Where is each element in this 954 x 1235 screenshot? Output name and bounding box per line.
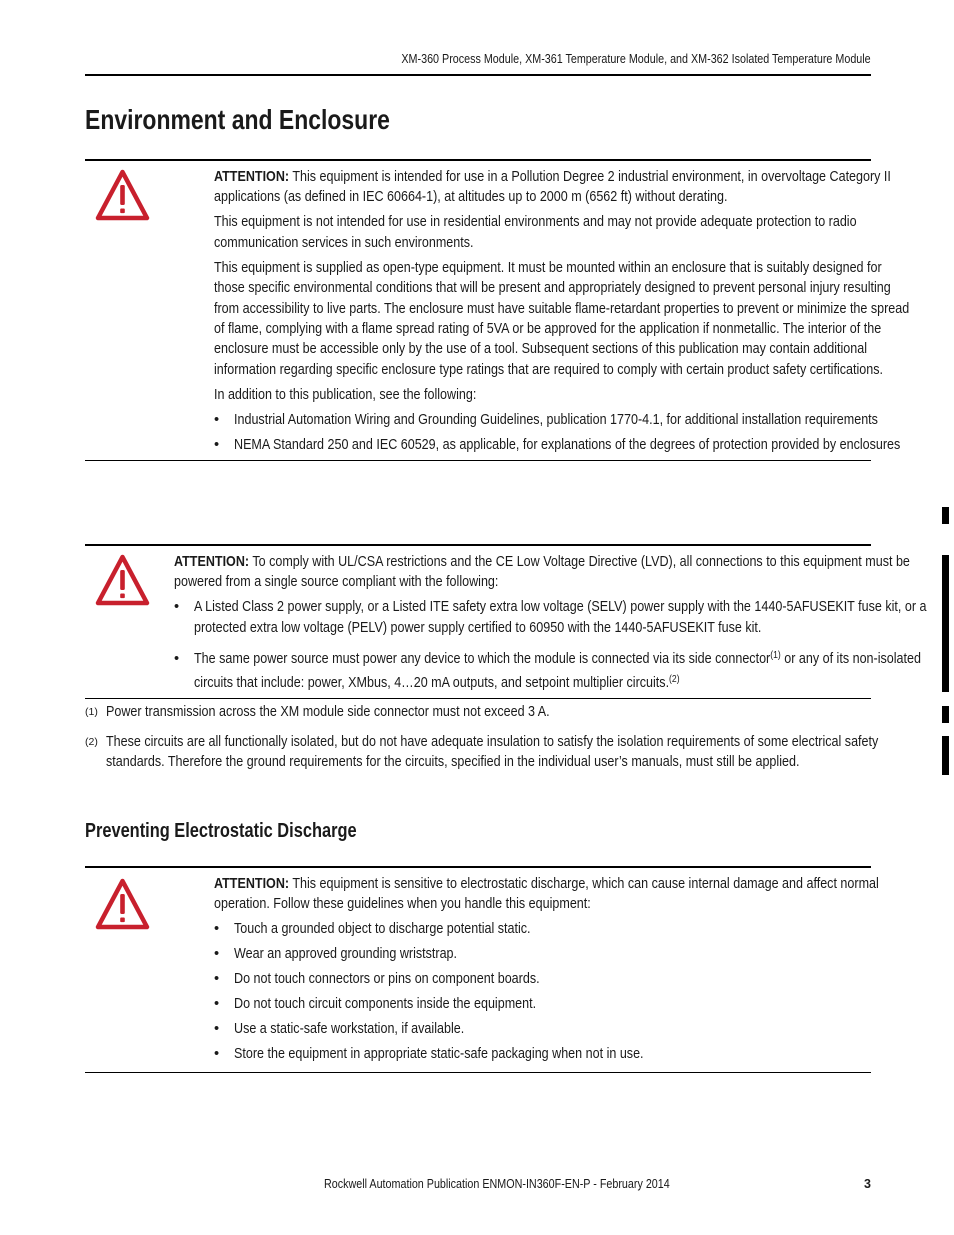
text-line: from accessibility to live parts. The enclosure must have suitable flame-retardant properties to prevent or minimize the spread <box>214 300 910 317</box>
section-title-text: Environment and Enclosure <box>85 104 390 135</box>
text-line: those specific environmental conditions that will be present and appropriately designed to prevent personal injury resulting <box>214 280 891 297</box>
footnote-text: Power transmission across the XM module side connector must not exceed 3 A. <box>106 704 550 720</box>
subsection-title-text: Preventing Electrostatic Discharge <box>85 820 357 842</box>
text-line: powered from a single source compliant with the following: <box>174 574 499 591</box>
bullet: • <box>214 996 220 1013</box>
list-item <box>214 944 874 964</box>
list-item-text: Industrial Automation Wiring and Grounding Guidelines, publication 1770-4.1, for additional installation requirements <box>234 411 878 428</box>
publication-footer <box>324 1177 726 1191</box>
list-item-text: or any of its non-isolated <box>780 651 921 668</box>
text-line: communication services in such environments. <box>214 234 474 251</box>
attention-label: ATTENTION: <box>214 876 290 892</box>
footnote-marker: (2) <box>85 736 98 748</box>
change-bar <box>942 507 949 524</box>
text-line: This equipment is sensitive to electrostatic discharge, which can cause internal damage and affect normal <box>292 876 879 892</box>
change-bar <box>942 555 949 692</box>
bullet: • <box>214 436 220 453</box>
attention-label: ATTENTION: <box>174 554 250 570</box>
attention-text <box>214 167 910 460</box>
list-item-text: circuits that include: power, XMbus, 4…20 mA outputs, and setpoint multiplier circuits. <box>194 675 670 692</box>
list-item <box>174 597 927 638</box>
list-item <box>214 1019 874 1039</box>
page-number <box>864 1177 871 1191</box>
publication-footer-text: Rockwell Automation Publication ENMON-IN360F-EN-P - February 2014 <box>324 1177 670 1191</box>
running-header <box>325 52 871 66</box>
text-line: In addition to this publication, see the following: <box>214 386 477 403</box>
list-item <box>214 410 878 430</box>
bullet: • <box>214 1021 220 1038</box>
attention-label: ATTENTION: <box>214 169 290 185</box>
bullet: • <box>174 651 180 668</box>
bullet: • <box>174 599 180 616</box>
text-line: operation. Follow these guidelines when you handle this equipment: <box>214 896 591 913</box>
list-item <box>214 969 874 989</box>
list-item <box>174 647 921 695</box>
list-item-text: Use a static-safe workstation, if available. <box>234 1021 465 1038</box>
list-item-text: protected extra low voltage (PELV) power supply certified to 60950 with the 1440-5AFUSEKIT fuse kit. <box>194 619 762 636</box>
text-line: This equipment is intended for use in a Pollution Degree 2 industrial environment, in overvoltage Category II <box>292 169 891 185</box>
change-bar <box>942 736 949 775</box>
footnote-marker: (1) <box>85 706 98 718</box>
text-line: enclosure must be accessible only by the use of a tool. Subsequent sections of this publication may contain additional <box>214 341 868 358</box>
bullet: • <box>214 921 220 938</box>
footnote <box>85 732 954 773</box>
footnote-ref[interactable]: (2) <box>669 674 680 686</box>
bullet: • <box>214 1046 220 1063</box>
running-header-text: XM-360 Process Module, XM-361 Temperature Module, and XM-362 Isolated Temperature Module <box>401 52 871 66</box>
text-line: This equipment is supplied as open-type equipment. It must be mounted within an enclosure that is suitably designed for <box>214 259 882 276</box>
list-item-text: NEMA Standard 250 and IEC 60529, as applicable, for explanations of the degrees of protection provided by enclosures <box>234 436 901 453</box>
attention-box-power <box>85 544 927 699</box>
text-line: applications (as defined in IEC 60664-1), at altitudes up to 2000 m (6562 ft) without derating. <box>214 189 728 206</box>
bullet: • <box>214 946 220 963</box>
text-line: To comply with UL/CSA restrictions and the CE Low Voltage Directive (LVD), all connections to this equipment must be <box>252 554 910 570</box>
attention-box-esd <box>85 866 879 1073</box>
list-item-text: Store the equipment in appropriate static-safe packaging when not in use. <box>234 1046 644 1063</box>
list-item <box>214 435 901 455</box>
warning-triangle-icon <box>95 878 150 930</box>
list-item-text: Touch a grounded object to discharge potential static. <box>234 921 531 938</box>
list-item-text: A Listed Class 2 power supply, or a Listed ITE safety extra low voltage (SELV) power supply with the 1440-5AFUSEKIT fuse kit, or a <box>194 599 927 616</box>
warning-triangle-icon <box>95 169 150 221</box>
list-item-text: Wear an approved grounding wriststrap. <box>234 946 458 963</box>
list-item <box>214 994 874 1014</box>
header-rule <box>85 74 871 76</box>
attention-text <box>214 874 879 1069</box>
bullet: • <box>214 971 220 988</box>
list-item-text: The same power source must power any device to which the module is connected via its side connector <box>194 651 771 668</box>
footnote <box>85 702 622 722</box>
footnote-text: standards. Therefore the ground requirements for the circuits, specified in the individual user’s manuals, must still be applied. <box>106 754 800 771</box>
text-line: of flame, complying with a flame spread rating of 5VA or be approved for the application if nonmetallic. The interior of the <box>214 321 882 338</box>
section-title <box>85 104 457 136</box>
bullet: • <box>214 411 220 428</box>
change-bar <box>942 706 949 723</box>
text-line: information regarding specific enclosure type ratings that are required to comply with certain product safety certifications. <box>214 361 883 378</box>
list-item <box>214 919 874 939</box>
warning-triangle-icon <box>95 554 150 606</box>
footnote-ref[interactable]: (1) <box>770 650 781 662</box>
list-item-text: Do not touch connectors or pins on component boards. <box>234 971 540 988</box>
subsection-title <box>85 820 416 843</box>
footnote-text: These circuits are all functionally isolated, but do not have adequate insulation to satisfy the isolation requirements of some electrical safety <box>106 734 879 750</box>
page-number-text: 3 <box>864 1177 871 1191</box>
list-item <box>214 1044 874 1064</box>
attention-text <box>174 552 927 700</box>
text-line: This equipment is not intended for use in residential environments and may not provide adequate protection to radio <box>214 214 857 231</box>
attention-box-environment <box>85 159 910 461</box>
list-item-text: Do not touch circuit components inside the equipment. <box>234 996 537 1013</box>
